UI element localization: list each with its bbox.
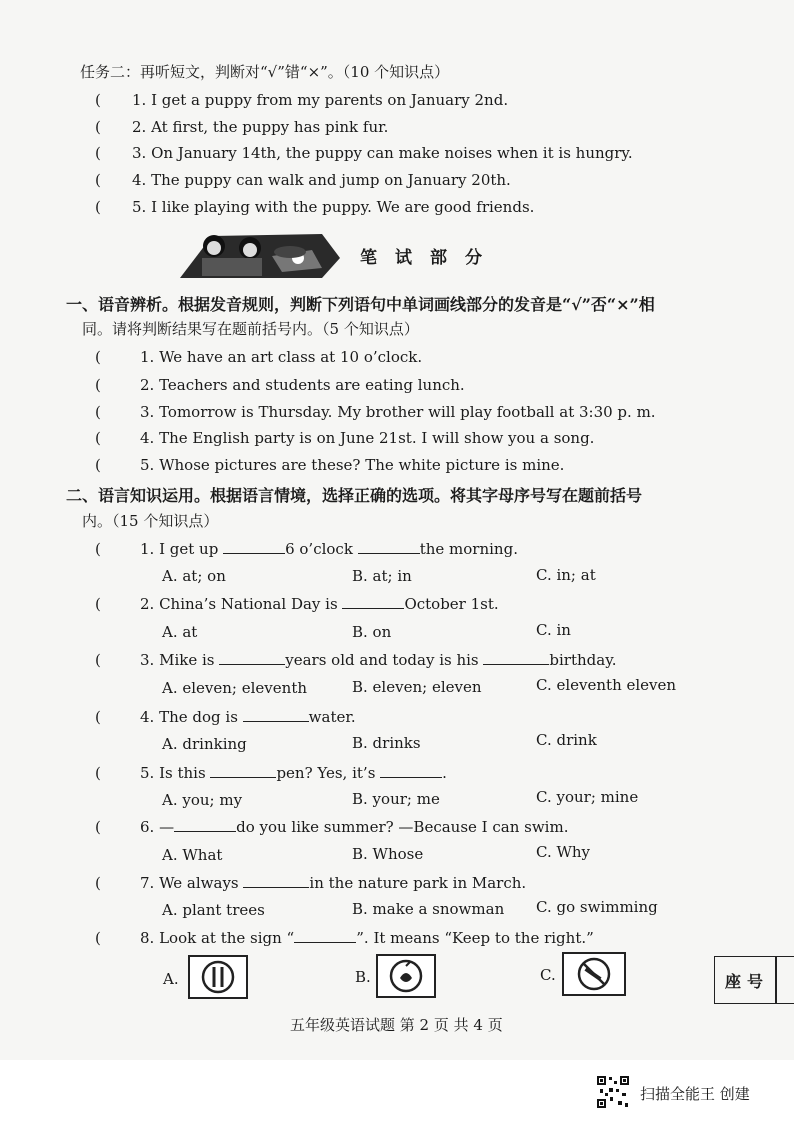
q4-option-a: A. drinking (162, 735, 247, 753)
q2-option-a: A. at (162, 623, 198, 641)
section1-subtitle: 同。请将判断结果写在题前括号内。（5 个知识点） (82, 320, 419, 338)
q7-option-c: C. go swimming (536, 898, 658, 916)
section2-title: 二、语言知识运用。根据语言情境，选择正确的选项。将其字母序号写在题前括号 (66, 486, 643, 505)
q5-option-c: C. your; mine (536, 788, 639, 806)
q2-option-b: B. on (352, 623, 392, 641)
qr-code-icon (596, 1075, 630, 1109)
q7-option-a: A. plant trees (162, 901, 265, 919)
q3-option-c: C. eleventh eleven (536, 676, 677, 694)
section1-title: 一、语音辨析。根据发音规则，判断下列语句中单词画线部分的发音是“√”否“×”相 (66, 295, 655, 314)
scanner-watermark-text: 扫描全能王 创建 (640, 1085, 750, 1103)
q4-option-c: C. drink (536, 731, 597, 749)
section2-subtitle: 内。（15 个知识点） (82, 512, 219, 530)
q1-option-c: C. in; at (536, 566, 596, 584)
q2-option-c: C. in (536, 621, 571, 639)
written-part-title: 笔试部分 (360, 248, 500, 268)
q4-option-b: B. drinks (352, 734, 421, 752)
q8-option-a-label: A. (163, 970, 179, 988)
q5-option-a: A. you; my (162, 791, 243, 809)
seat-number-box (714, 956, 794, 1004)
keep-right-sign-icon (188, 955, 248, 999)
q8-option-b-label: B. (355, 968, 371, 986)
q1-option-b: B. at; in (352, 567, 412, 585)
q8-option-c-label: C. (540, 966, 556, 984)
exam-page: 任务二：再听短文，判断对“√”错“×”。（10 个知识点） ( 1. I get a puppy from my parents on January 2nd. ( 2. At first, the puppy has pink fur. ( 3. On January 14th, the puppy can make noises when it is hungry. ( 4. The puppy can walk and jump on January 20th. ( 5. I like playing with the puppy. We are good friends. 笔试部分 一、语音辨析。根据发音规则，判断下列语句中单词画线部分的发音是“√”否“×”相 同。请将判断结果写在题前括号内。（5 个知识点） ( 1. We have an art class at 10 o’clock. ( 2. Teachers and students are eating lunch. ( 3. Tomorrow is Thursday. My brother will play football at 3:30 p. m. ( 4. The English party is on June 21st. I will show you a song. ( 5. Whose pictures are these? The white picture is mine. 二、语言知识运用。根据语言情境，选择正确的选项。将其字母序号写在题前括号 内。（15 个知识点） ( 1. I get up 6 o’clock the morning. A. at; on B. at; in C. in; at ( 2. China’s National Day is October 1st. A. at B. on C. in ( 3. Mike is years old and today is his birthday. A. eleven; eleventh B. eleven; eleven C. eleventh eleven ( 4. The dog is water. A. drinking B. drinks C. drink ( 5. Is this pen? Yes, it’s . A. you; my B. your; me C. your; mine ( 6. — do you like summer? —Because I can swim. A. What B. Whose C. Why ( 7. We always in the nature park in March. A. plant trees B. make a snowman C. go swimming ( 8. Look at the sign “ ”. It means “Keep to the right.” A. B. C. 座号 五年级英语试题 第 2 页 共 4 页 (0, 0, 794, 1060)
q6-option-b: B. Whose (352, 845, 424, 863)
no-smoking-sign-icon (562, 952, 626, 996)
seat-number-divider (775, 957, 777, 1003)
q6-option-a: A. What (162, 846, 223, 864)
q3-option-a: A. eleven; eleventh (162, 679, 308, 697)
seat-number-label: 座号 (725, 972, 770, 991)
q6-option-c: C. Why (536, 843, 591, 861)
recycle-sign-icon (376, 954, 436, 998)
q5-option-b: B. your; me (352, 790, 440, 808)
q3-option-b: B. eleven; eleven (352, 678, 482, 696)
q7-option-b: B. make a snowman (352, 900, 505, 918)
q1-option-a: A. at; on (162, 567, 226, 585)
page-footer: 五年级英语试题 第 2 页 共 4 页 (290, 1016, 503, 1034)
task2-title: 任务二：再听短文，判断对“√”错“×”。（10 个知识点） (80, 63, 450, 81)
